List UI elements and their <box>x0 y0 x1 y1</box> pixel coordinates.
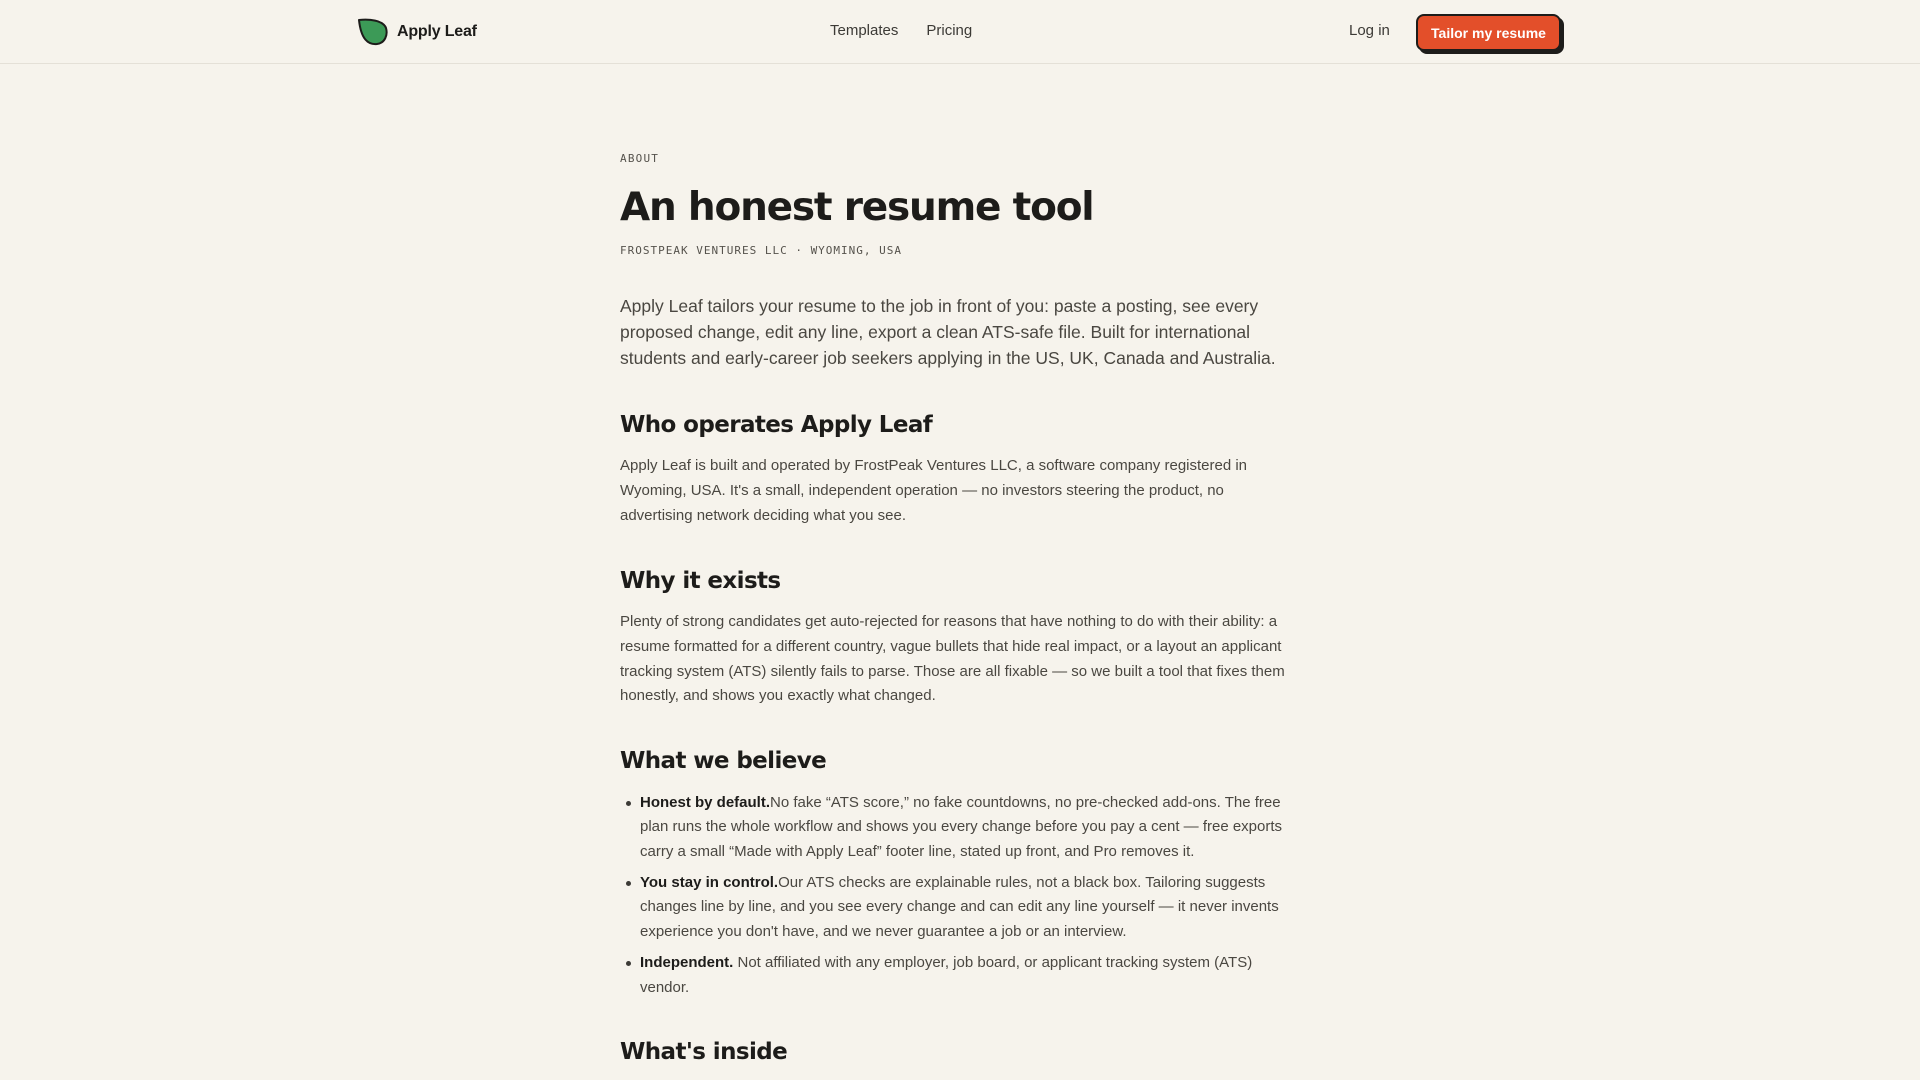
belief-lead: Honest by default. <box>640 793 771 811</box>
who-operates-text: Apply Leaf is built and operated by FrostPeak Ventures LLC, a software company registered in Wyoming, USA. It's a small, independent operation — no investors steering the product, no advertising network deciding what you see. <box>620 457 1248 524</box>
belief-lead: You stay in control. <box>640 873 779 891</box>
belief-lead: Independent. <box>640 953 734 971</box>
why-exists-text: Plenty of strong candidates get auto-rejected for reasons that have nothing to do with their ability: a resume formatted for a different country, vague bullets that hide real impact, or a layout an applicant tracking system (ATS) silently fails to parse. Those are all fixable — so we built a tool that fixes them honestly, and shows you exactly what changed. <box>620 613 1285 705</box>
belief-text: No fake “ATS score,” no fake countdowns, no pre-checked add-ons. The free plan runs the whole workflow and shows you every change before you pay a cent — free exports carry a small “Made with Apply Leaf” footer line, stated up front, and Pro removes it. <box>640 793 1283 860</box>
belief-text: Our ATS checks are explainable rules, not a black box. Tailoring suggests changes line by line, and you see every change and can edit any line yourself — it never invents experience you don't have, and we never guarantee a job or an interview. <box>640 873 1279 941</box>
about-article <box>620 152 1300 1067</box>
heading-what-we-believe: What we believe <box>620 748 827 774</box>
heading-whats-inside: What's inside <box>620 1039 788 1066</box>
beliefs-list <box>620 791 1300 1001</box>
belief-text: Not affiliated with any employer, job board, or applicant tracking system (ATS) vendor. <box>640 953 1253 996</box>
section-eyebrow: ABOUT <box>620 152 660 165</box>
heading-why-exists: Why it exists <box>620 567 781 594</box>
nav-templates-link[interactable]: Templates <box>830 22 899 39</box>
list-item <box>640 791 1300 865</box>
nav-pricing-link[interactable]: Pricing <box>926 22 973 39</box>
intro-paragraph: Apply Leaf tailors your resume to the job in front of you: paste a posting, see every proposed change, edit any line, export a clean ATS-safe file. Built for international students and early-career job seekers applying in the US, UK, Canada and Australia. <box>620 295 1276 368</box>
page-title: An honest resume tool <box>620 185 1094 230</box>
list-item <box>640 951 1300 1000</box>
brand-name: Apply Leaf <box>397 23 477 40</box>
company-meta: FROSTPEAK VENTURES LLC · WYOMING, USA <box>620 243 903 257</box>
tailor-resume-button[interactable]: Tailor my resume <box>1416 14 1561 51</box>
heading-who-operates: Who operates Apply Leaf <box>620 411 933 438</box>
login-link[interactable]: Log in <box>1349 22 1390 39</box>
brand-logo-link[interactable] <box>357 17 477 47</box>
main-nav <box>830 22 972 39</box>
site-header <box>0 0 1920 64</box>
list-item <box>640 871 1300 945</box>
leaf-logo-icon <box>357 18 389 46</box>
